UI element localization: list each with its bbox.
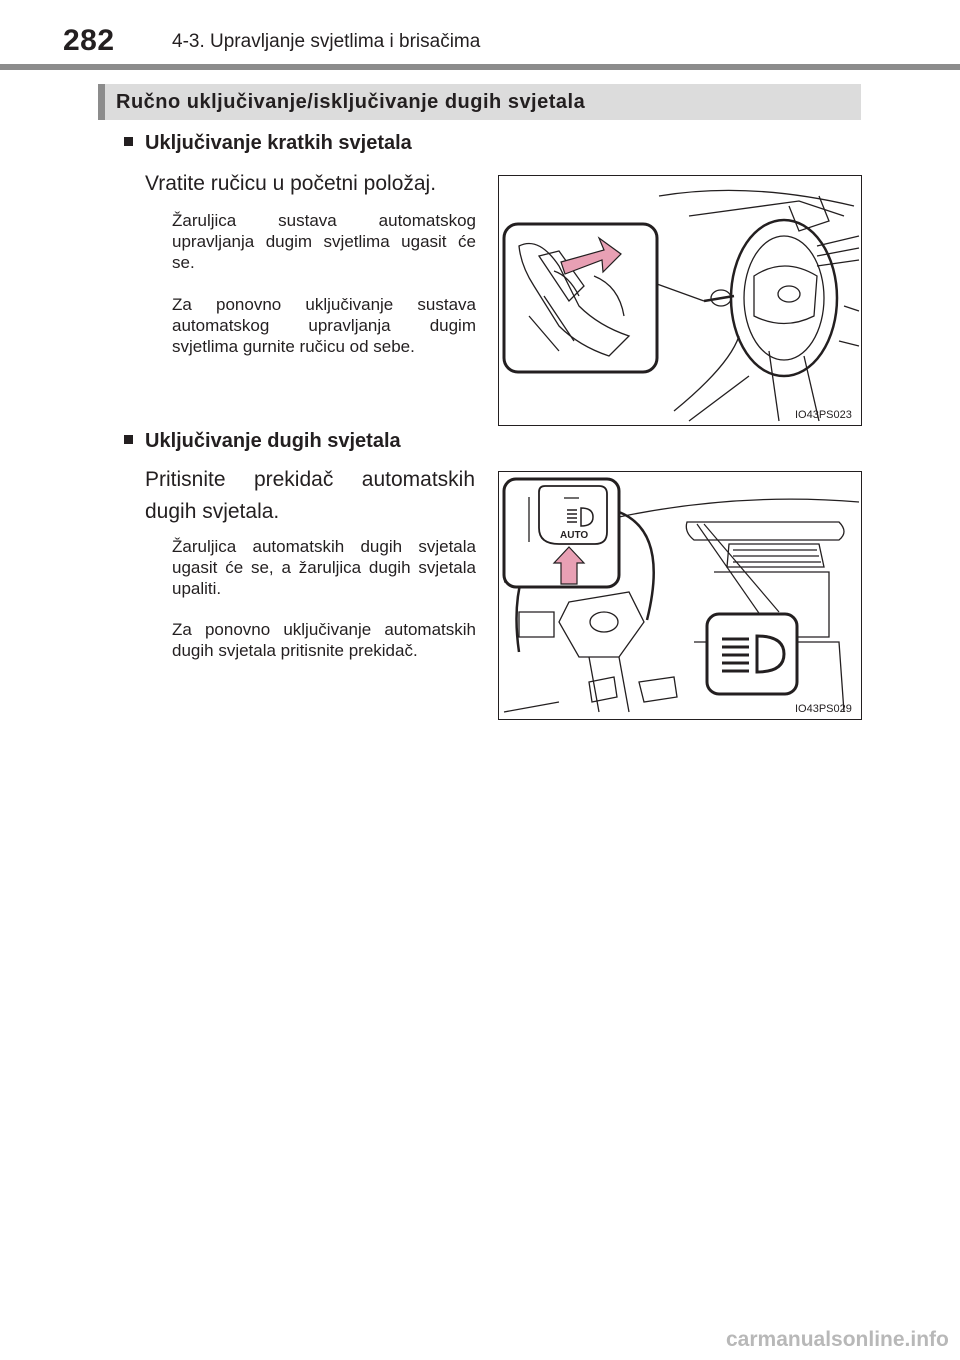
- figure-label-1: IO43PS023: [795, 409, 852, 421]
- high-beam-heading-text: Uključivanje dugih svjetala: [145, 430, 401, 452]
- section-accent: [98, 84, 105, 120]
- dashboard-illustration: [499, 472, 861, 719]
- low-beam-note-2: Za ponovno uključivanje sustava automatskog upravljanja dugim svjetlima gurnite ručicu od sebe.: [172, 295, 476, 356]
- lever-illustration: [499, 176, 861, 425]
- high-beam-note-1: Žaruljica automatskih dugih svjetala ugasit će se, a žaruljica dugih svjetala upaliti.: [172, 537, 476, 598]
- section-title: Ručno uključivanje/isključivanje dugih svjetala: [116, 91, 586, 113]
- watermark: carmanualsonline.info: [726, 1328, 949, 1351]
- page-number: 282: [63, 24, 115, 57]
- high-beam-instruction: Pritisnite prekidač automatskih dugih svjetala.: [145, 468, 475, 523]
- figure-label-2: IO43PS029: [795, 703, 852, 715]
- bullet-square-icon: [124, 435, 133, 444]
- low-beam-note-1: Žaruljica sustava automatskog upravljanja dugim svjetlima ugasit će se.: [172, 211, 476, 272]
- lever-inset: [504, 224, 657, 372]
- low-beam-instruction: Vratite ručicu u početni položaj.: [145, 172, 437, 195]
- low-beam-heading: [124, 132, 412, 155]
- auto-switch-label: AUTO: [560, 530, 589, 541]
- high-beam-note-2: Za ponovno uključivanje automatskih dugih svjetala pritisnite prekidač.: [172, 620, 476, 660]
- high-beam-heading: [124, 430, 401, 453]
- bullet-square-icon: [124, 137, 133, 146]
- section-header: [98, 84, 861, 120]
- figure-switch: [498, 471, 862, 720]
- header-rule: [0, 64, 960, 70]
- low-beam-heading-text: Uključivanje kratkih svjetala: [145, 132, 412, 154]
- chapter-title: 4-3. Upravljanje svjetlima i brisačima: [172, 31, 481, 52]
- figure-lever: [498, 175, 862, 426]
